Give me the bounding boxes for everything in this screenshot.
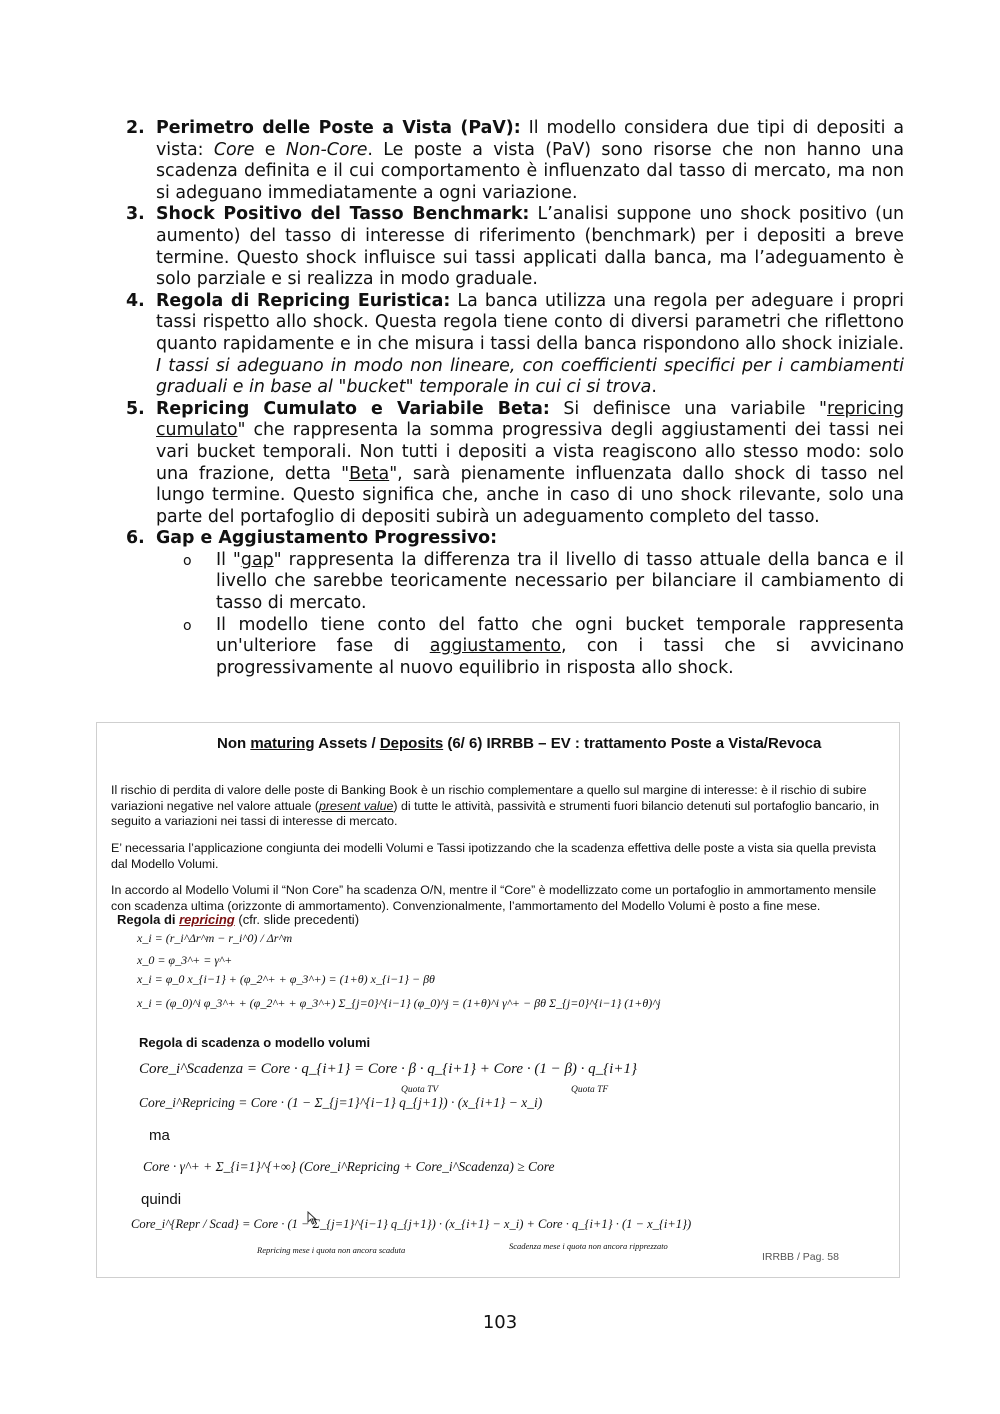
formula-label: Quota TF [571, 1085, 609, 1095]
embedded-slide [96, 722, 900, 1278]
item-heading: Regola di Repricing Euristica: [156, 290, 451, 311]
formula-line: Core_i^{Repr / Scad} = Core · (1 − Σ_{j=1}^{i−1} q_{j+1}) · (x_{i+1} − x_i) + Core · q_{i+1} · (1 − x_{i+1}) [131, 1217, 692, 1231]
item-heading: Shock Positivo del Tasso Benchmark: [156, 204, 530, 225]
item-italic: Non-Core [285, 139, 368, 160]
para-text: Il rischio di perdita di valore delle poste di Banking Book è un rischio complementare a quello sul margine di interesse: è il rischio di subire variazioni negative nel valore attuale ( [111, 783, 867, 813]
formula-line: x_0 = φ_3^+ = γ^+ [137, 953, 233, 967]
list-item [126, 118, 904, 204]
underlined-term: gap [240, 549, 274, 570]
formula-label: Repricing mese i quota non ancora scaduta [257, 1245, 406, 1255]
underlined-term: Beta [349, 463, 390, 484]
item-heading: Gap e Aggiustamento Progressivo: [156, 528, 498, 549]
item-number: 6. [126, 528, 145, 549]
item-number: 3. [126, 204, 145, 225]
page-number: 103 [482, 1312, 518, 1333]
formula-line: x_i = (r_i^Δr^m − r_i^0) / Δr^m [137, 931, 293, 945]
heading-part: Regola di [117, 912, 180, 927]
para-text: ) di tutte le attività, passività e strumenti fuori bilancio detenuti sul portafoglio bancario, in seguito a variazioni nei tassi di interesse di mercato. [111, 798, 879, 828]
slide-heading: Regola di scadenza o modello volumi [139, 1035, 371, 1050]
item-text: Si definisce una variabile " [549, 398, 828, 419]
item-number: 5. [126, 398, 145, 419]
formula-line: x_i = φ_0 x_{i−1} + (φ_2^+ + φ_3^+) = (1+θ) x_{i−1} − βθ [137, 972, 435, 986]
formula-line: Core_i^Scadenza = Core · q_{i+1} = Core · β · q_{i+1} + Core · (1 − β) · q_{i+1} [139, 1061, 637, 1077]
item-text: ", sarà pienamente influenzata dallo shock di tasso nel lungo termine. Questo significa che, anche in caso di uno shock rilevante, solo una parte del portafoglio di depositi subirà un adeguamento completo del tasso. [156, 463, 904, 527]
bullet-icon: o [183, 617, 192, 634]
formula-line: Core · γ^+ + Σ_{i=1}^{+∞} (Core_i^Repricing + Core_i^Scadenza) ≥ Core [143, 1159, 555, 1174]
item-number: 2. [126, 118, 145, 138]
heading-part: (cfr. slide precedenti) [234, 912, 360, 927]
list-item [126, 399, 904, 529]
item-text: , con i tassi che si avvicinano progressivamente al nuovo equilibrio in risposta allo shock. [216, 636, 904, 678]
item-italic: Core [213, 139, 255, 160]
list-item [126, 204, 904, 290]
slide-word: ma [149, 1127, 170, 1144]
title-part: Assets / [314, 735, 380, 752]
formula-label: Scadenza mese i quota non ancora ripprezzato [509, 1241, 668, 1251]
sub-list-item [156, 550, 904, 615]
para-text: In accordo al Modello Volumi il “Non Core” ha scadenza O/N, mentre il “Core” è modellizzato come un portafoglio in ammortamento mensile con scadenza ultima (orizzonte di ammortamento). Convenzionalmente, l’ammortamento del Modello Volumi è posto a fine mese. [111, 883, 877, 913]
item-text: Il modello tiene conto del fatto che ogni bucket temporale rappresenta un'ulteriore fase di [216, 614, 904, 657]
item-heading: Repricing Cumulato e Variabile Beta: [156, 398, 550, 419]
title-part: (6/ 6) IRRBB – EV : trattamento Poste a Vista/Revoca [443, 735, 822, 752]
list-item [126, 291, 904, 399]
bullet-icon: o [183, 552, 192, 569]
para-italic: present value [319, 798, 394, 813]
formula-label: Quota TV [401, 1085, 439, 1095]
slide-paragraph [111, 783, 881, 830]
formula-line: x_i = (φ_0)^i φ_3^+ + (φ_2^+ + φ_3^+) Σ_{j=0}^{i−1} (φ_0)^j = (1+θ)^i γ^+ − βθ Σ_{j=0}^{i−1} (1+θ)^j [137, 996, 661, 1010]
item-text: La banca utilizza una regola per adeguare i propri tassi rispetto allo shock. Questa regola tiene conto di diversi parametri che riflettono quanto rapidamente e in che misura i tassi della banca rispondono allo shock iniziale. [156, 290, 904, 354]
slide-footer: IRRBB / Pag. 58 [761, 1251, 839, 1263]
slide-word: quindi [141, 1191, 182, 1208]
title-part: maturing [250, 735, 315, 752]
slide-paragraph [111, 841, 881, 872]
item-text: . Le poste a vista (PaV) sono risorse che non hanno una scadenza definita e il cui comportamento è influenzato dal tasso di mercato, ma non si adeguano immediatamente a ogni variazione. [156, 139, 904, 203]
item-text: . [651, 377, 657, 398]
formula-line: Core_i^Repricing = Core · (1 − Σ_{j=1}^{i−1} q_{j+1}) · (x_{i+1} − x_i) [139, 1095, 543, 1110]
item-text: Il modello considera due tipi di depositi a vista: [156, 118, 904, 160]
item-text: " rappresenta la differenza tra il livello di tasso attuale della banca e il livello che sarebbe teoricamente necessario per bilanciare il cambiamento di tasso di mercato. [216, 549, 904, 614]
item-text: L’analisi suppone uno shock positivo (un aumento) del tasso di interesse di riferimento (benchmark) per i depositi a breve termine. Questo shock influisce sui tassi applicati dalla banca, ma l’adeguamento è solo parziale e si realizza in modo graduale. [156, 204, 904, 290]
numbered-list [126, 118, 904, 679]
underlined-term: repricing cumulato [156, 398, 904, 441]
list-item [126, 528, 904, 550]
slide-paragraph [111, 883, 881, 914]
heading-part: repricing [179, 912, 235, 927]
item-italic: I tassi si adeguano in modo non lineare, con coefficienti specifici per i cambiamenti graduali e in base al "bucket" temporale in cui ci si trova [156, 355, 904, 398]
sub-list-item [156, 615, 904, 680]
item-text: e [254, 139, 286, 160]
title-part: Deposits [379, 735, 444, 752]
slide-heading [117, 912, 359, 927]
para-text: E’ necessaria l’applicazione congiunta dei modelli Volumi e Tassi ipotizzando che la scadenza effettiva delle poste a vista sia quella prevista dal Modello Volumi. [111, 841, 876, 871]
item-heading: Perimetro delle Poste a Vista (PaV): [156, 118, 521, 138]
item-number: 4. [126, 290, 145, 311]
underlined-term: aggiustamento [429, 636, 561, 657]
item-text: Il " [216, 549, 241, 570]
slide-title [217, 735, 821, 752]
title-part: Non [217, 735, 251, 752]
item-text: " che rappresenta la somma progressiva degli aggiustamenti dei tassi nei vari bucket temporali. Non tutti i depositi a vista reagiscono allo stesso modo: solo una frazione, detta " [156, 420, 904, 484]
